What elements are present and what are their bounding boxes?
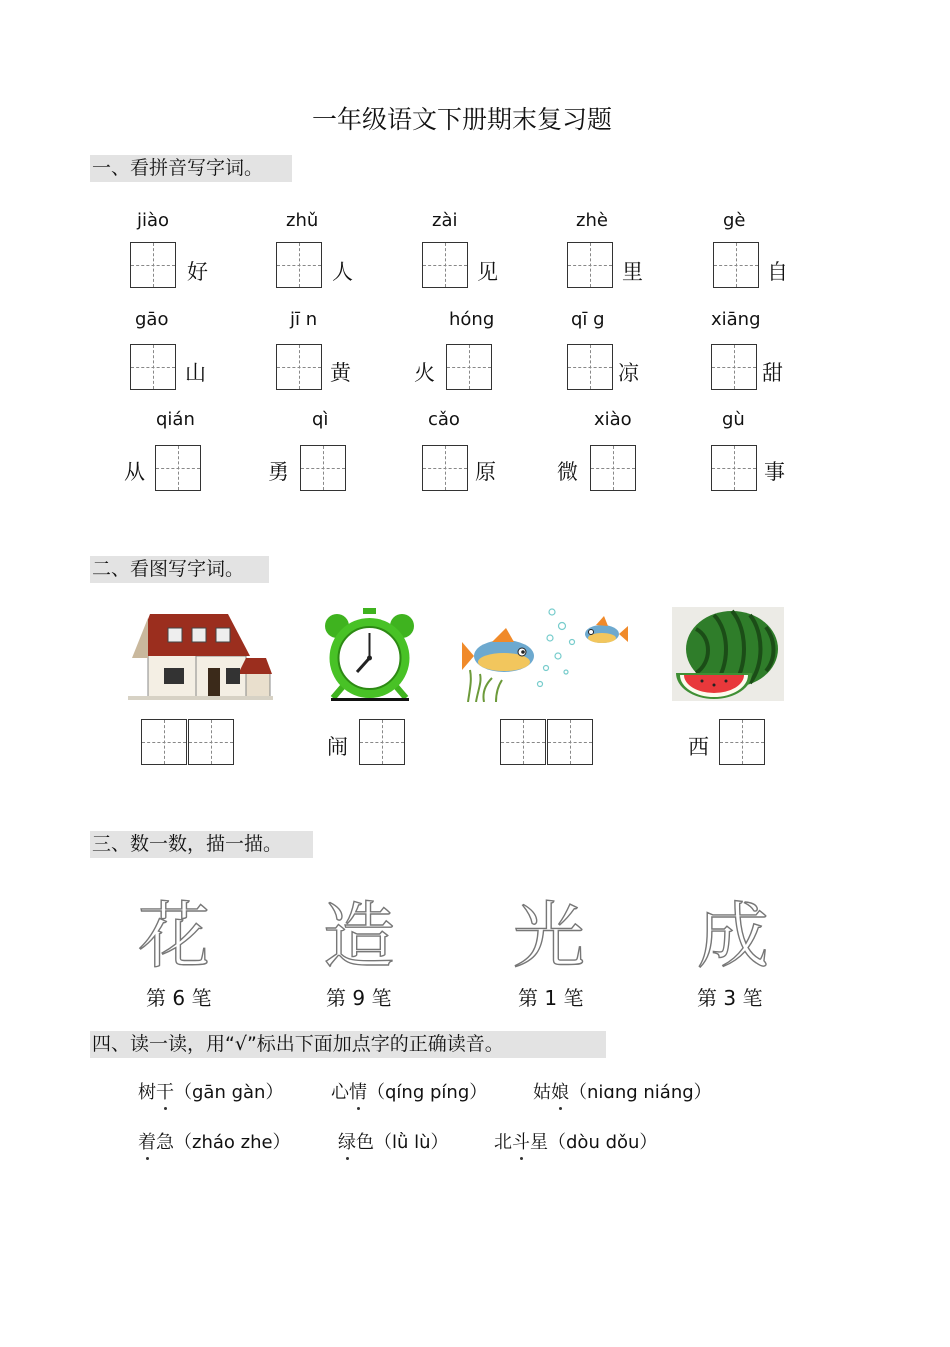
writing-box[interactable] [359,719,405,765]
given-char: 好 [187,260,208,284]
pinyin-label: xiāng [711,309,761,330]
dotted-char: 娘 [551,1082,569,1103]
given-char: 火 [414,361,435,385]
pinyin-label: cǎo [428,409,460,430]
given-char: 人 [332,260,353,284]
writing-box[interactable] [141,719,187,765]
trace-char: 光 [513,894,586,978]
writing-box[interactable] [590,445,636,491]
given-char: 勇 [268,460,289,484]
dotted-char: 斗 [512,1132,530,1153]
reading-item[interactable] [138,1128,291,1154]
trace-char: 造 [323,894,396,978]
writing-box[interactable] [446,344,492,390]
writing-box[interactable] [547,719,593,765]
writing-box[interactable] [188,719,234,765]
writing-box[interactable] [130,242,176,288]
reading-item[interactable] [331,1078,487,1104]
reading-item[interactable] [494,1128,657,1154]
reading-item[interactable] [138,1078,283,1104]
pinyin-label: jiào [137,210,170,231]
pinyin-label: xiào [594,409,632,430]
given-char: 事 [764,460,785,484]
section-2-heading: 二、看图写字词。 [90,556,269,583]
fish-picture [462,608,628,702]
section-4-heading: 四、读一读，用“√”标出下面加点字的正确读音。 [90,1031,606,1058]
given-char: 微 [557,460,578,484]
pinyin-label: zhè [576,210,608,231]
pinyin-options: （gān gàn） [174,1082,284,1103]
word-part: 色 [356,1132,374,1153]
word-part: 树 [138,1082,156,1103]
writing-box[interactable] [719,719,765,765]
given-char: 黄 [330,361,351,385]
given-char: 原 [475,460,496,484]
pinyin-label: qī g [571,309,605,330]
page-title: 一年级语文下册期末复习题 [311,105,612,134]
pinyin-options: （zháo zhe） [174,1132,291,1153]
clock-picture [323,606,416,701]
pinyin-label: qì [312,409,329,430]
stroke-label: 第 1 笔 [518,986,584,1010]
writing-box[interactable] [422,445,468,491]
stroke-label: 第 3 笔 [697,986,763,1010]
pinyin-label: gù [722,409,745,430]
reading-item[interactable] [338,1128,449,1154]
pinyin-label: gè [723,210,746,231]
given-char: 闹 [327,735,348,759]
pinyin-label: zài [432,210,458,231]
writing-box[interactable] [500,719,546,765]
word-part: 北 [494,1132,512,1153]
given-char: 里 [622,260,643,284]
given-char: 西 [688,735,709,759]
pinyin-options: （qíng píng） [367,1082,488,1103]
word-part: 姑 [533,1082,551,1103]
given-char: 山 [185,361,206,385]
pinyin-options: （lǜ lù） [374,1132,449,1153]
writing-box[interactable] [422,242,468,288]
pinyin-label: qián [156,409,195,430]
dotted-char: 干 [156,1082,174,1103]
writing-box[interactable] [713,242,759,288]
dotted-char: 着 [138,1132,156,1153]
given-char: 见 [477,260,498,284]
writing-box[interactable] [711,445,757,491]
dotted-char: 情 [349,1082,367,1103]
writing-box[interactable] [711,344,757,390]
word-part: 星 [530,1132,548,1153]
pinyin-label: hóng [449,309,495,330]
writing-box[interactable] [130,344,176,390]
section-1-heading: 一、看拼音写字词。 [90,155,292,182]
section-3-heading: 三、数一数，描一描。 [90,831,313,858]
writing-box[interactable] [567,242,613,288]
pinyin-options: （niɑng niáng） [569,1082,712,1103]
trace-char: 成 [697,894,770,978]
pinyin-label: jī n [290,309,318,330]
writing-box[interactable] [276,344,322,390]
trace-char: 花 [138,894,211,978]
stroke-label: 第 6 笔 [146,986,212,1010]
pinyin-options: （dòu dǒu） [548,1132,658,1153]
reading-item[interactable] [533,1078,712,1104]
writing-box[interactable] [155,445,201,491]
writing-box[interactable] [567,344,613,390]
pinyin-label: zhǔ [286,210,319,231]
given-char: 从 [124,460,145,484]
word-part: 急 [156,1132,174,1153]
house-picture [128,610,273,702]
word-part: 心 [331,1082,349,1103]
given-char: 凉 [618,361,639,385]
writing-box[interactable] [300,445,346,491]
dotted-char: 绿 [338,1132,356,1153]
writing-box[interactable] [276,242,322,288]
stroke-label: 第 9 笔 [326,986,392,1010]
given-char: 自 [767,260,788,284]
watermelon-picture [672,607,784,701]
given-char: 甜 [762,361,783,385]
pinyin-label: gāo [135,309,169,330]
